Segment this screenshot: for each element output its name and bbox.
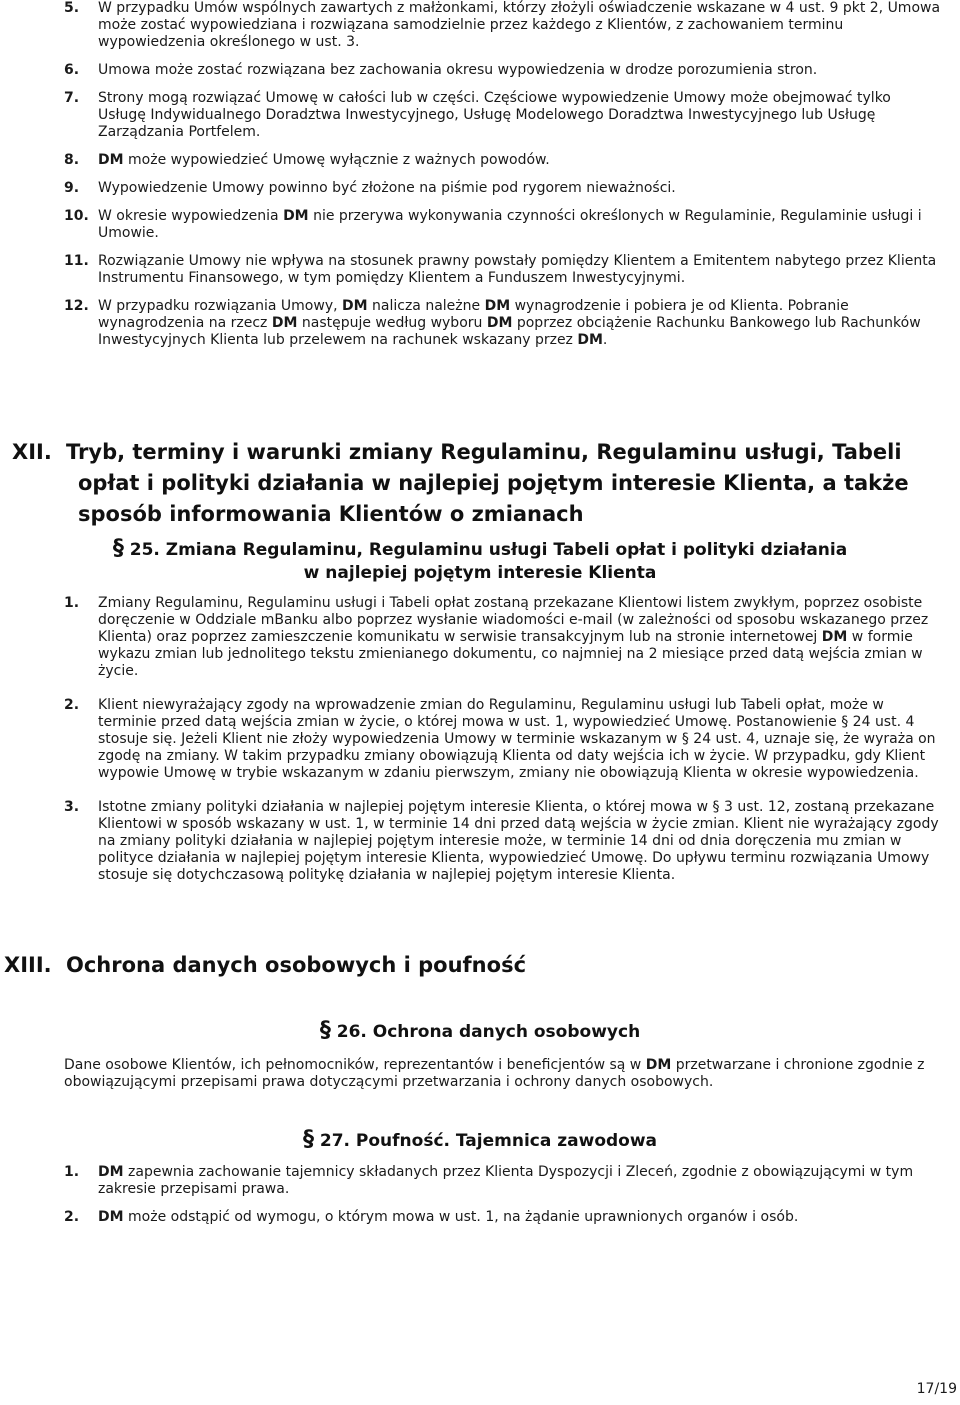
text-segment: W przypadku rozwiązania Umowy, [98,298,343,314]
item-number: 9. [64,180,80,196]
dm-abbreviation: DM [645,1057,672,1073]
text-segment: W przypadku Umów wspólnych zawartych z małżonkami, którzy złożyli oświadczenie wskazane w 4 ust. 9 pkt 2, Umowa może zostać wypowiedziana i rozwiązana samodzielnie przez każdego z Klientów, z zachowaniem terminu wypowiedzenia określonego w ust. 3. [98,0,941,50]
termination-clause-item [0,90,960,141]
dm-abbreviation: DM [342,298,368,314]
page-number: 17/19 [916,1381,957,1397]
text-segment: następuje według wyboru [297,315,487,331]
dm-abbreviation: DM [577,332,603,348]
termination-clause-item [0,152,960,169]
item-number: 2. [64,697,80,713]
chapter-xiii [0,950,960,981]
item-number: 3. [64,799,80,815]
termination-clause-item [0,180,960,197]
item-text [98,152,942,169]
text-segment: nie przerywa wykonywania czynności określonych w Regulaminie, Regulaminie usługi i Umowie. [98,208,922,241]
item-text [98,1209,942,1226]
item-text [98,208,942,242]
item-number: 6. [64,62,80,78]
text-segment: Strony mogą rozwiązać Umowę w całości lub w części. Częściowe wypowiedzenie Umowy może obejmować tylko Usługę Indywidualnego Doradztwa Inwestycyjnego, Usługę Modelowego Doradztwa Inwestycyjnego lub Usługę Zarządzania Portfelem. [98,90,891,140]
section-26-paragraph [0,1057,960,1091]
termination-clause-item [0,0,960,51]
item-text [98,697,942,782]
section-sign: § [319,1018,331,1043]
item-text [98,62,942,79]
text-segment: zapewnia zachowanie tajemnicy składanych przez Klienta Dyspozycji i Zleceń, zgodnie z obowiązującymi w tym zakresie przepisami prawa. [98,1164,914,1197]
text-segment: przetwarzane i chronione zgodnie z obowiązującymi przepisami prawa dotyczącymi przetwarzania i ochrony danych osobowych. [64,1057,925,1090]
text-segment: może wypowiedzieć Umowę wyłącznie z ważnych powodów. [123,152,550,168]
section-25-heading [0,537,960,585]
text-segment: wynagrodzenie i pobiera je od Klienta. Pobranie wynagrodzenia na rzecz [98,298,849,331]
section-25-item [0,697,960,782]
text-segment: może odstąpić od wymogu, o którym mowa w ust. 1, na żądanie uprawnionych organów i osób. [123,1209,799,1225]
dm-abbreviation: DM [821,629,848,645]
item-text [98,0,942,51]
text-segment: Istotne zmiany polityki działania w najlepiej pojętym interesie Klienta, o której mowa w § 3 ust. 12, zostaną przekazane Klientowi w sposób wskazany w ust. 1, w terminie 14 dni przed datą wejścia w życie zmian. Klient nie wyrażający zgody na zmiany polityki działania w najlepiej pojętym interesie może, w terminie 14 dni od dnia doręczenia mu zmian w polityce działania w najlepiej pojętym interesie Klienta, wypowiedzieć Umowę. Do upływu terminu rozwiązania Umowy stosuje się dotychczasową politykę działania w najlepiej pojętym interesie Klienta. [98,799,939,883]
item-text [98,253,942,287]
section-27 [0,1128,960,1153]
item-text [98,90,942,141]
text-segment: Zmiany Regulaminu, Regulaminu usługi i Tabeli opłat zostaną przekazane Klientowi listem zwykłym, poprzez osobiste doręczenie w Oddziale mBanku albo poprzez wysłanie wiadomości e-mail (w zależności od sposobu wskazanego przez Klienta) oraz poprzez zamieszczenie komunikatu w serwisie transakcyjnym lub na stronie internetowej [98,595,929,645]
section-26-title: 26. Ochrona danych osobowych [336,1022,641,1042]
dm-abbreviation: DM [484,298,511,314]
item-number: 1. [64,1164,80,1180]
section-26 [0,1019,960,1044]
section-25-item [0,799,960,884]
section-sign: § [302,1127,314,1152]
section-27-heading [0,1128,960,1153]
section-25-item [0,595,960,680]
item-number: 2. [64,1209,80,1225]
section-27-title: 27. Poufność. Tajemnica zawodowa [319,1131,658,1151]
section-25-title-line2: w najlepiej pojętym interesie Klienta [303,563,657,583]
section-25-title-line1: 25. Zmiana Regulaminu, Regulaminu usługi Tabeli opłat i polityki działania [129,540,848,560]
termination-clause-item [0,298,960,349]
item-text [98,799,942,884]
section-26-heading [0,1019,960,1044]
item-number: 12. [64,298,89,314]
text-segment: . [602,332,608,348]
dm-abbreviation: DM [98,1164,124,1180]
item-text [98,298,942,349]
item-text [98,595,942,680]
chapter-xii-number: XII. [12,440,52,464]
text-segment: nalicza należne [367,298,485,314]
dm-abbreviation: DM [283,208,309,224]
item-text [98,1164,942,1198]
section-25 [0,537,960,585]
termination-clause-item [0,253,960,287]
termination-clauses-list [0,0,960,360]
chapter-xiii-title: Ochrona danych osobowych i poufność [66,953,527,977]
chapter-xiii-heading [0,950,960,981]
text-segment: Dane osobowe Klientów, ich pełnomocników, reprezentantów i beneficjentów są w [64,1057,646,1073]
termination-clause-item [0,208,960,242]
text-segment: Klient niewyrażający zgody na wprowadzenie zmian do Regulaminu, Regulaminu usługi lub Tabeli opłat, może w terminie przed datą wejścia zmian w życie, o której mowa w ust. 1, wypowiedzieć Umowę. Postanowienie § 24 ust. 4 stosuje się. Jeżeli Klient nie złoży wypowiedzenia Umowy w terminie wskazanym w § 24 ust. 4, uznaje się, że wyraża on zgodę na zmiany. W takim przypadku zmiany obowiązują Klienta od daty wejścia ich w życie. W przypadku, gdy Klient wypowie Umowę w trybie wskazanym w zdaniu pierwszym, zmiany nie obowiązują Klienta w okresie wypowiedzenia. [98,697,936,781]
section-27-item [0,1209,960,1226]
section-sign: § [112,536,124,561]
item-number: 1. [64,595,80,611]
item-number: 11. [64,253,89,269]
section-26-body [0,1057,960,1091]
text-segment: poprzez obciążenie Rachunku Bankowego lub Rachunków Inwestycyjnych Klienta lub przelewem na rachunek wskazany przez [98,315,921,348]
text-segment: Wypowiedzenie Umowy powinno być złożone na piśmie pod rygorem nieważności. [98,180,676,196]
section-27-item [0,1164,960,1198]
chapter-xii-title: Tryb, terminy i warunki zmiany Regulaminu, Regulaminu usługi, Tabeli opłat i polityki działania w najlepiej pojętym interesie Klienta, a także sposób informowania Klientów o zmianach [66,440,909,526]
item-number: 7. [64,90,80,106]
dm-abbreviation: DM [271,315,298,331]
chapter-xii-heading [0,437,960,530]
termination-clause-item [0,62,960,79]
section-27-items [0,1164,960,1237]
item-number: 10. [64,208,89,224]
dm-abbreviation: DM [98,1209,124,1225]
chapter-xiii-number: XIII. [4,953,52,977]
item-number: 8. [64,152,80,168]
text-segment: w formie wykazu zmian lub jednolitego tekstu zmienianego dokumentu, co najmniej na 2 miesiące przed datą wejścia zmian w życie. [98,629,923,679]
text-segment: W okresie wypowiedzenia [98,208,284,224]
text-segment: Umowa może zostać rozwiązana bez zachowania okresu wypowiedzenia w drodze porozumienia stron. [98,62,818,78]
item-text [98,180,942,197]
section-25-items [0,595,960,901]
dm-abbreviation: DM [98,152,124,168]
item-number: 5. [64,0,80,16]
chapter-xii [0,437,960,530]
dm-abbreviation: DM [486,315,513,331]
text-segment: Rozwiązanie Umowy nie wpływa na stosunek prawny powstały pomiędzy Klientem a Emitentem nabytego przez Klienta Instrumentu Finansowego, w tym pomiędzy Klientem a Funduszem Inwestycyjnymi. [98,253,937,286]
